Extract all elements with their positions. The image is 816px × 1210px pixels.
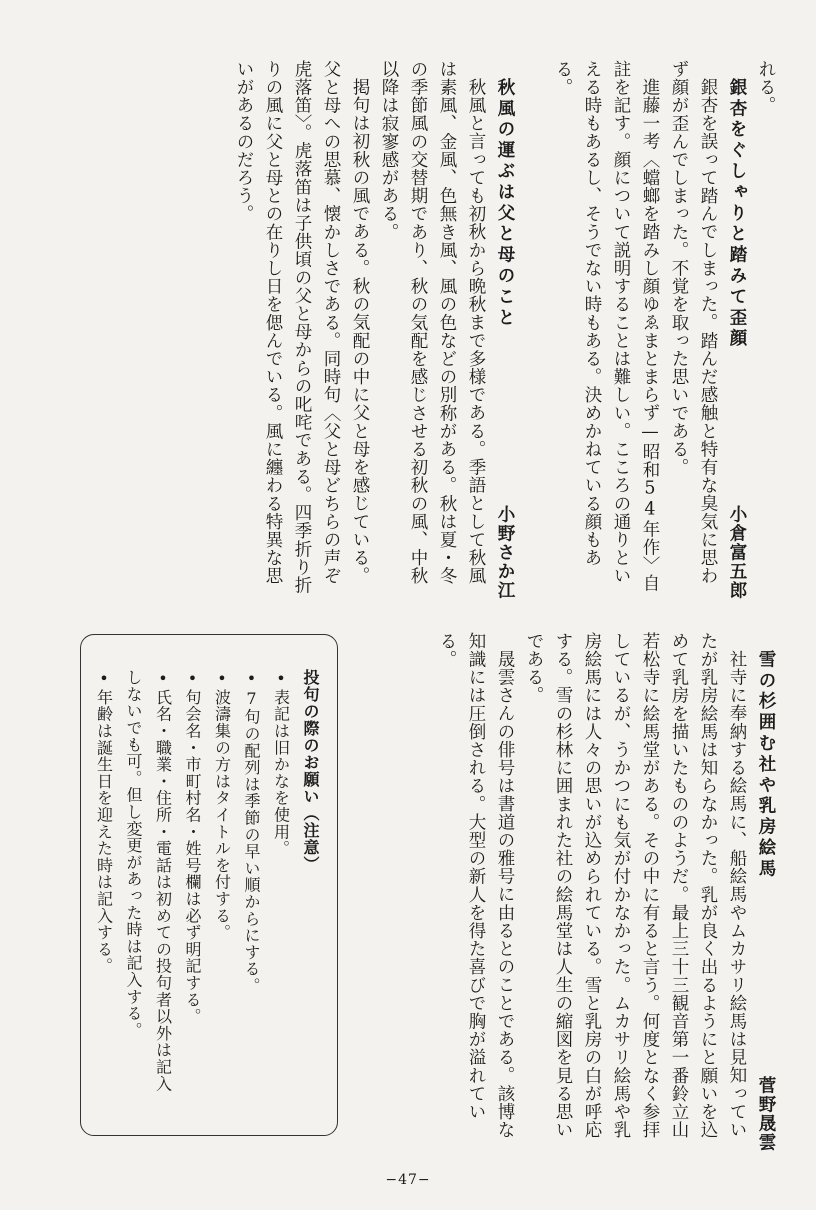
top-commentary-block bbox=[229, 60, 780, 600]
note-item: •年齢は誕生日を迎えた時は記入する。 bbox=[94, 669, 114, 975]
carry-over-text: れる。 bbox=[756, 60, 776, 115]
note-item: •7句の配列は季節の早い順からにする。 bbox=[242, 669, 261, 995]
haiku-text-2: 秋風の運ぶは父と母のこと bbox=[495, 77, 515, 329]
commentary-2-para-1: 秋風と言っても初秋から晩秋まで多様である。季語として秋風は素風、金風、色無き風、風の色などの別称がある。秋は夏・冬の季節風の交替期であり、秋の気配を感じさせる初秋の風、中秋以降は寂寥感がある。 bbox=[379, 60, 486, 585]
commentary-1-para-2: 進藤一考〈蟷螂を踏みし顔ゆゑまとまらず—昭和54年作〉自註を記す。顔について説明することは難しい。こころの通りといえる時もあるし、そうでない時もある。決めかねている顔もある。 bbox=[553, 60, 660, 592]
haiku-text-3: 雪の杉囲む社や乳房絵馬 bbox=[756, 649, 776, 880]
commentary-3-para-2: 晟雲さんの俳号は書道の雅号に由るとのことである。該博な知識には圧倒される。大型の新人を得た喜びで胸が溢れている。 bbox=[437, 632, 515, 1139]
spacer bbox=[519, 60, 548, 600]
haiku-author-2: 小野さか江 bbox=[495, 505, 515, 600]
page-number: −47− bbox=[385, 1172, 431, 1188]
submission-notes-box bbox=[80, 634, 338, 1136]
note-item-continuation: しないでも可。但し変更があった時は記入する。 bbox=[124, 669, 143, 1039]
note-item: •氏名・職業・住所・電話は初めての投句者以外は記入 bbox=[153, 669, 173, 1092]
haiku-author-1: 小倉富五郎 bbox=[727, 505, 747, 600]
haiku-line-2 bbox=[490, 60, 519, 600]
commentary-3-para-1: 社寺に奉納する絵馬に、船絵馬やムカサリ絵馬は見知っていたが乳房絵馬は知らなかった。乳が良く出るようにと願いを込めて乳房を描いたもののようだ。最上三十三観音第一番鈴立山若松寺に絵馬堂がある。その中に有ると言う。何度となく参拝しているが、うかつにも気が付かなかった。ムカサリ絵馬や乳房絵馬には人々の思いが込められている。雪と乳房の白が呼応する。雪の杉林に囲まれた社の絵馬堂は人生の縮図を見る思いである。 bbox=[524, 632, 747, 1139]
submission-notes bbox=[89, 653, 325, 1113]
note-item: •波濤集の方はタイトルを付する。 bbox=[212, 669, 232, 941]
haiku-author-3: 菅野晟雲 bbox=[756, 1076, 776, 1152]
haiku-text-1: 銀杏をぐしゃりと踏みて歪顔 bbox=[727, 77, 747, 350]
notes-title: 投句の際のお願い（注意） bbox=[301, 669, 320, 873]
bottom-commentary-block bbox=[432, 632, 780, 1152]
haiku-line-3 bbox=[751, 632, 780, 1152]
note-item: •表記は旧かなを使用。 bbox=[271, 669, 291, 857]
commentary-2-para-2: 掲句は初秋の風である。秋の気配の中に父と母を感じている。父と母への思慕、懐かしさである。同時句〈父と母どちらの声ぞ虎落笛〉。虎落笛は子供頃の父と母からの叱咤である。四季折り折りの風に父と母との在りし日を偲んでいる。風に纏わる特異な思いがあるのだろう。 bbox=[234, 60, 370, 595]
haiku-line-1 bbox=[722, 60, 751, 600]
commentary-1-para-1: 銀杏を誤って踏んでしまった。踏んだ感触と特有な臭気に思わず顔が歪んでしまった。不覚を取った思いである。 bbox=[669, 60, 718, 585]
note-item: •句会名・市町村名・姓号欄は必ず明記する。 bbox=[183, 669, 202, 1025]
